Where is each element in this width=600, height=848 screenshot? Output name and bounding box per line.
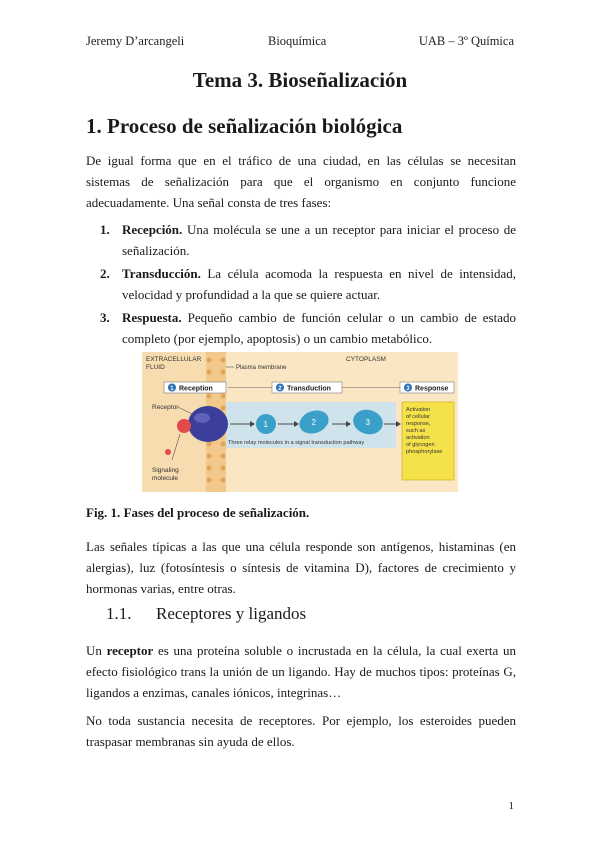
phase-list — [100, 219, 516, 351]
list-number: 2. — [100, 266, 110, 281]
phase-label: Respuesta. — [122, 310, 182, 325]
receptor-term: receptor — [106, 643, 154, 658]
page-title: Tema 3. Bioseñalización — [192, 68, 408, 92]
phase-text: Pequeño cambio de función celular o un cambio de estado completo (por ejemplo, apoptosis) o un cambio metabólico. — [122, 310, 516, 346]
extracellular-label-2: FLUID — [146, 364, 165, 371]
list-item — [100, 263, 516, 305]
relay-label: Three relay molecules in a signal transduction pathway — [228, 440, 365, 446]
phase-text: La célula acomoda la respuesta en nivel de intensidad, velocidad y profundidad a la que se quiere actuar. — [122, 266, 516, 302]
relay-number: 2 — [311, 418, 316, 427]
page-number: 1 — [508, 800, 514, 812]
list-item — [100, 219, 516, 261]
subsection-number: 1.1. — [106, 604, 132, 623]
transduction-label: Transduction — [287, 385, 331, 393]
header-subject: Bioquímica — [268, 34, 327, 48]
receptor-paragraph — [86, 640, 516, 703]
list-number: 3. — [100, 310, 110, 325]
receptor-label: Receptor — [152, 404, 179, 411]
response-label: Response — [415, 385, 449, 393]
response-text: of glycogen — [406, 442, 435, 448]
list-item — [100, 307, 516, 349]
receptor-prefix: Un — [86, 643, 107, 658]
phase-label: Transducción. — [122, 266, 201, 281]
intro-paragraph: De igual forma que en el tráfico de una ciudad, en las células se necesitan sistemas de señalización para que el organismo en conjunto funcione adecuadamente. Una señal consta de tres fases: — [86, 153, 516, 210]
signals-paragraph: Las señales típicas a las que una célula responde son antígenos, histaminas (en alergias), luz (fotosíntesis o síntesis de vitamina D), factores de crecimiento y hormonas varias, entre otras. — [86, 539, 516, 596]
header-author: Jeremy D’arcangeli — [86, 34, 185, 48]
signaling-figure — [142, 352, 458, 492]
steroids-paragraph: No toda sustancia necesita de receptores. Por ejemplo, los esteroides pueden traspasar membranas sin ayuda de ellos. — [86, 713, 516, 749]
subsection-title: Receptores y ligandos — [156, 604, 307, 623]
relay-number: 1 — [263, 420, 268, 429]
signaling-molecule-icon — [165, 449, 171, 455]
response-text: of cellular — [406, 414, 430, 420]
list-number: 1. — [100, 222, 110, 237]
response-text: activation — [406, 435, 430, 441]
response-text: Activation — [406, 407, 431, 413]
receptor-protein — [188, 406, 228, 442]
cytoplasm-label: CYTOPLASM — [346, 356, 386, 363]
caption-text: Fases del proceso de señalización. — [120, 505, 310, 520]
figure-caption — [86, 505, 309, 521]
phase-label: Recepción. — [122, 222, 183, 237]
receptor-definition: es una proteína soluble o incrustada en la célula, la cual exerta un efecto fisiológico trans la unión de un ligando. Hay de muchos tipos: proteínas G, ligandos a enzimas, canales iónicos, integrinas… — [86, 643, 516, 700]
signaling-label-2: molecule — [152, 475, 179, 482]
response-text: phosphorylase — [406, 449, 443, 455]
response-text: response, — [406, 421, 431, 427]
phase-text: Una molécula se une a un receptor para iniciar el proceso de señalización. — [122, 222, 516, 258]
signaling-molecule — [177, 419, 191, 433]
section-heading: 1. Proceso de señalización biológica — [86, 114, 403, 138]
receptor-highlight — [194, 413, 210, 423]
subsection-heading — [106, 604, 306, 624]
relay-number: 3 — [365, 418, 370, 427]
extracellular-label: EXTRACELLULAR — [146, 356, 202, 363]
step-number: 2 — [278, 386, 282, 392]
header-course: UAB – 3º Química — [418, 34, 514, 48]
caption-number: Fig. 1. — [86, 505, 121, 520]
step-number: 3 — [406, 386, 410, 392]
signaling-label: Signaling — [152, 467, 179, 474]
reception-label: Reception — [179, 385, 213, 393]
response-text: such as — [406, 428, 426, 434]
plasma-membrane-label: Plasma membrane — [236, 365, 287, 371]
step-number: 1 — [170, 386, 174, 392]
